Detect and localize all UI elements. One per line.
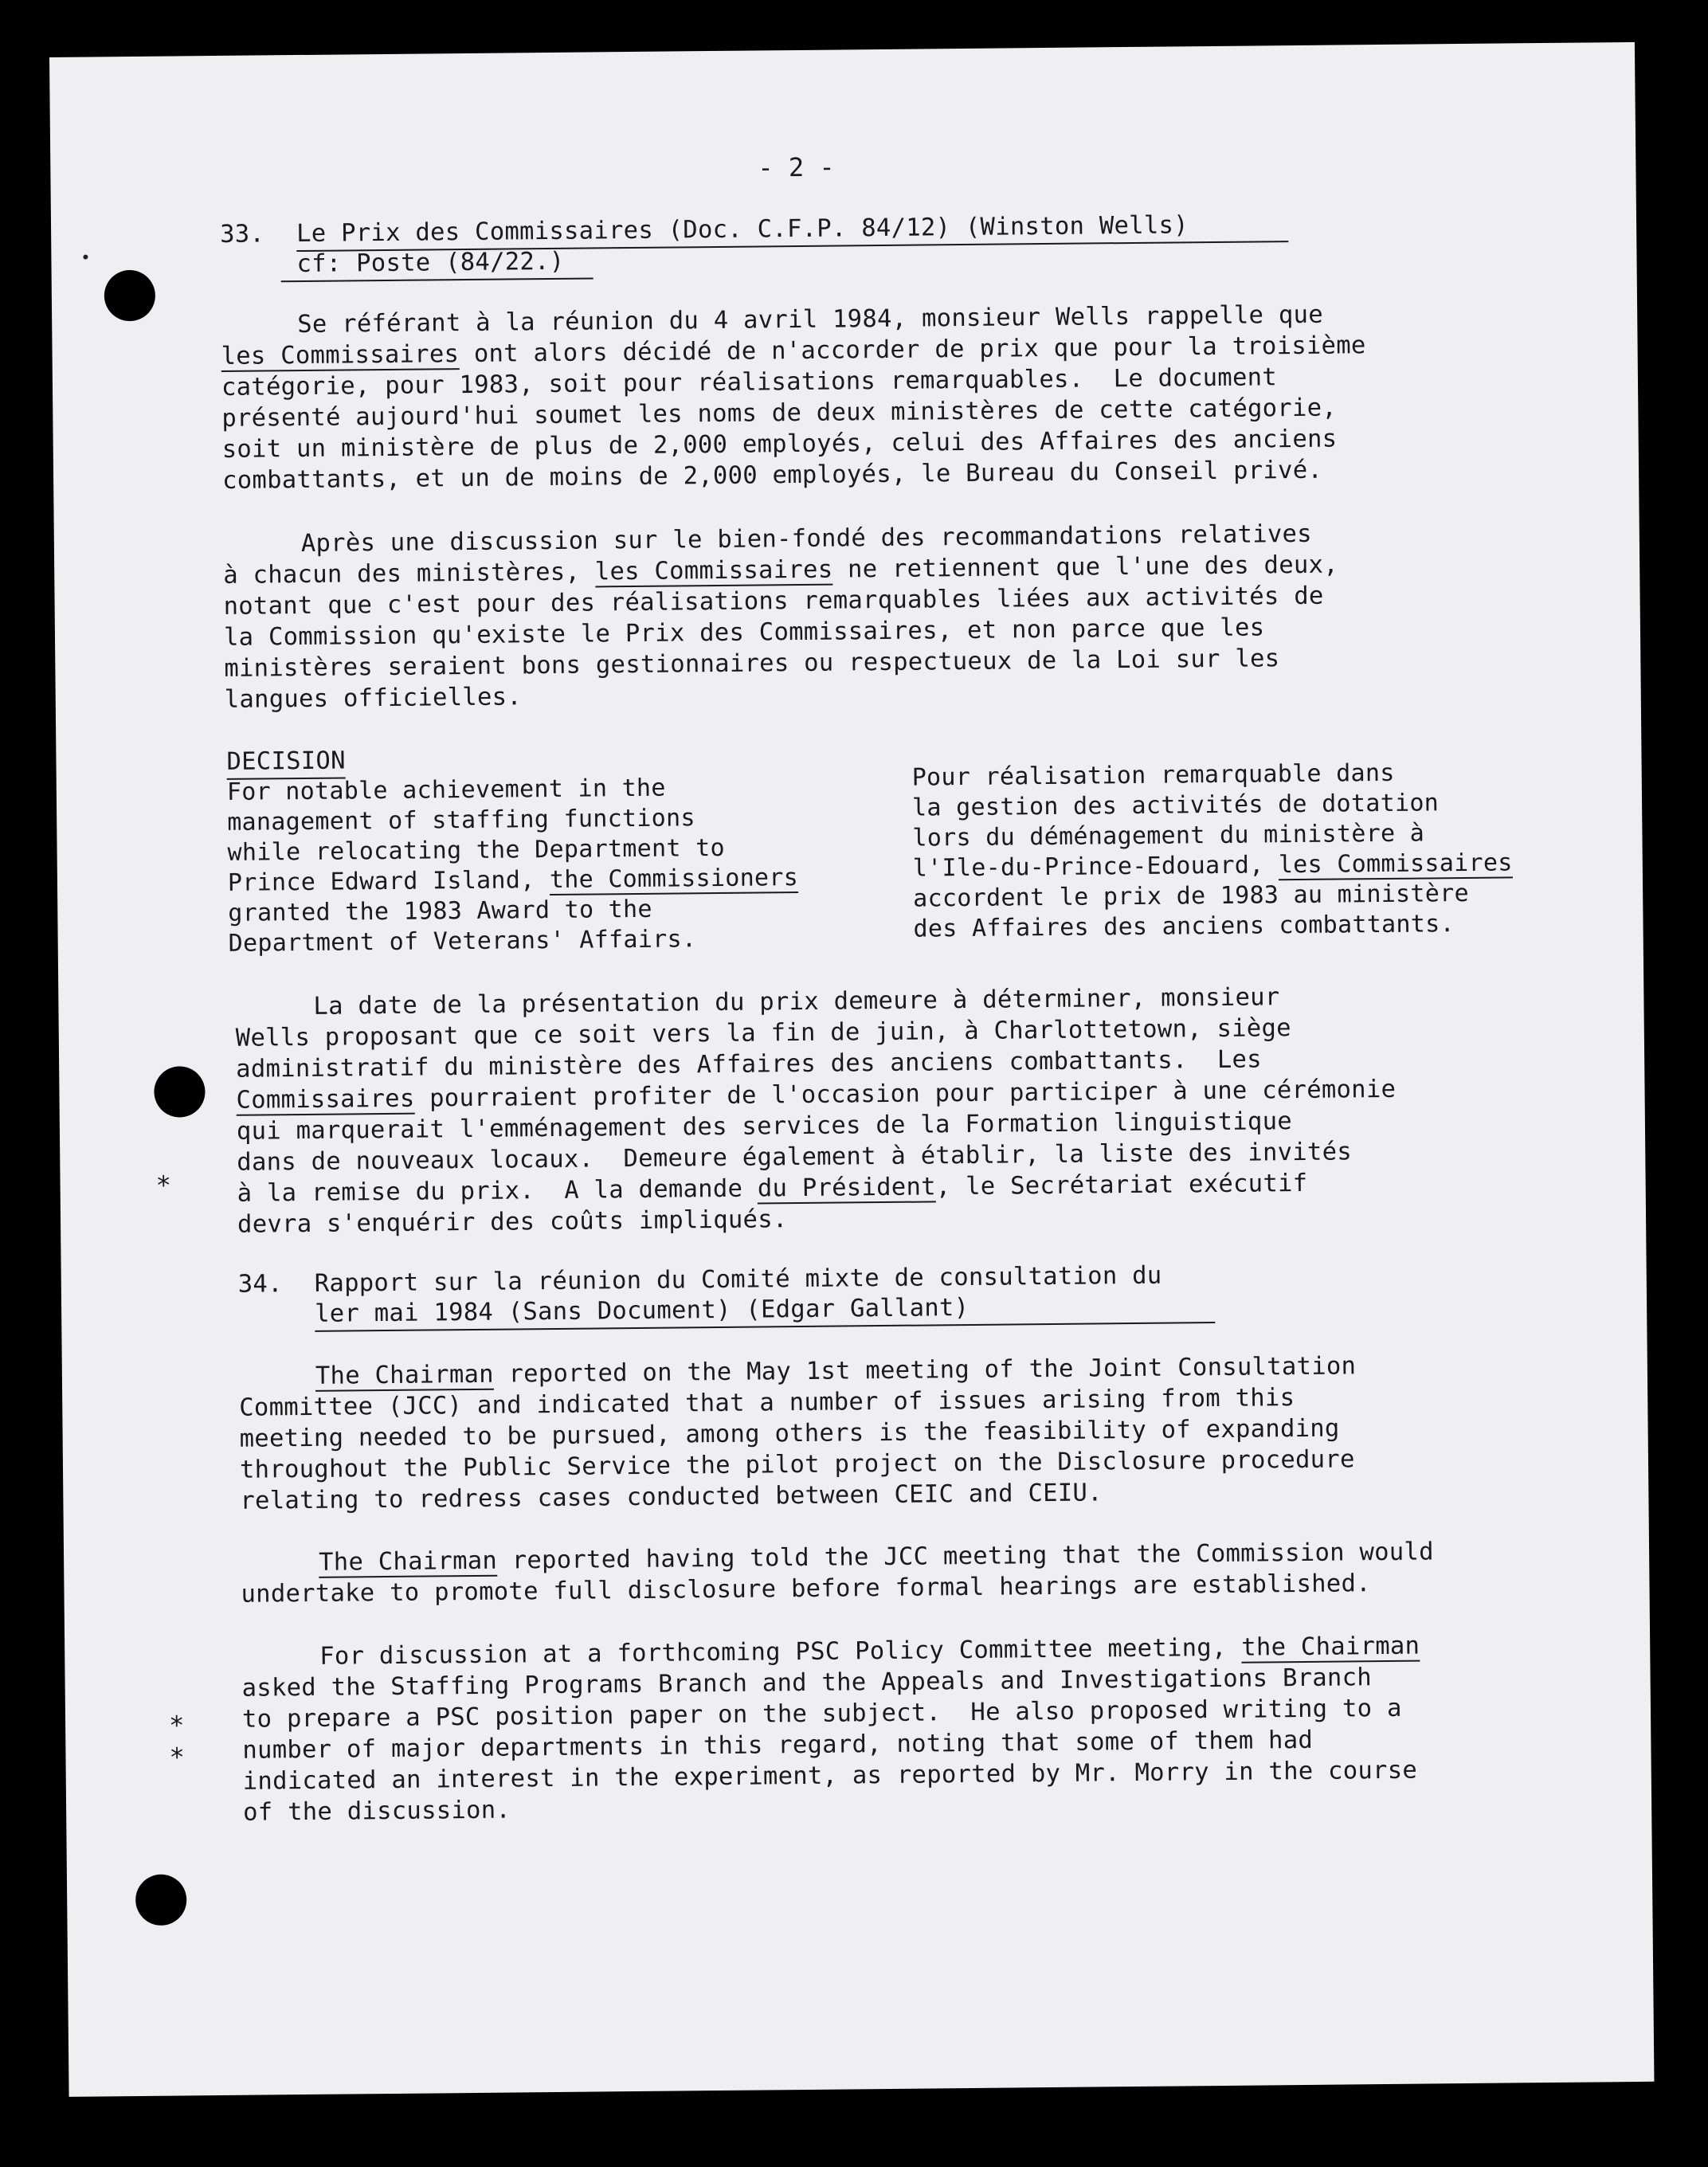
paragraph-line: ministères seraient bons gestionnaires ou respectueux de la Loi sur les [224, 645, 1280, 683]
decision-line: For notable achievement in the [226, 774, 666, 806]
text-run: reported having told the JCC meeting that the Commission would [496, 1538, 1434, 1575]
paragraph-line: number of major departments in this regard, noting that some of them had [242, 1726, 1314, 1765]
item-title-line2: cf: Poste (84/22.) [280, 246, 593, 281]
text-run: l'Ile-du-Prince-Edouard, [912, 851, 1279, 883]
text-run: Prince Edward Island, [227, 866, 550, 897]
ink-dot [83, 255, 88, 260]
item-title-line2: ler mai 1984 (Sans Document) (Edgar Gallant) [315, 1291, 1215, 1331]
item-number: 34. [237, 1270, 283, 1299]
decision-line: lors du déménagement du ministère à [912, 819, 1425, 852]
paragraph-line: notant que c'est pour des réalisations remarquables liées aux activités de [223, 582, 1324, 621]
paragraph-line: Wells proposant que ce soit vers la fin de juin, à Charlottetown, siège [235, 1014, 1291, 1052]
decision-line: while relocating the Department to [227, 833, 726, 867]
decision-line: des Affaires des anciens combattants. [913, 910, 1455, 943]
decision-line: management of staffing functions [227, 804, 695, 837]
page-number: - 2 - [758, 151, 835, 183]
decision-line: Pour réalisation remarquable dans [911, 758, 1395, 792]
punch-hole [104, 270, 156, 322]
punch-hole [154, 1066, 206, 1118]
text-run: à la remise du prix. A la demande [237, 1174, 758, 1208]
text-run: , le Secrétariat exécutif [935, 1169, 1308, 1201]
text-run: ont alors décidé de n'accorder de prix que pour la troisième [459, 331, 1366, 369]
paragraph-line: langues officielles. [224, 683, 523, 714]
paragraph-line: relating to redress cases conducted between CEIC and CEIU. [240, 1479, 1103, 1515]
underlined-term: the Chairman [1241, 1632, 1420, 1662]
decision-line: Department of Veterans' Affairs. [228, 925, 697, 958]
text-run: pourraient profiter de l'occasion pour participer à une cérémonie [414, 1075, 1397, 1113]
text-run: For discussion at a forthcoming PSC Policy Committee meeting, [319, 1633, 1242, 1671]
paragraph-line: of the discussion. [242, 1796, 511, 1827]
decision-line [228, 863, 798, 899]
decision-heading: DECISION [226, 746, 346, 779]
margin-asterisk: * [155, 1170, 172, 1201]
paragraph-line: présenté aujourd'hui soumet les noms de deux ministères de cette catégorie, [221, 394, 1338, 433]
paragraph-line: undertake to promote full disclosure before formal hearings are established. [241, 1569, 1371, 1609]
underlined-term: the Commissioners [549, 864, 799, 895]
paragraph-line: Committee (JCC) and indicated that a number of issues arising from this [239, 1384, 1295, 1422]
underlined-term: les Commissaires [594, 555, 833, 586]
text-run: reported on the May 1st meeting of the Joint Consultation [493, 1352, 1357, 1389]
item-title: Le Prix des Commissaires (Doc. C.F.P. 84/12) (Winston Wells) [296, 210, 1288, 251]
decision-line: granted the 1983 Award to the [228, 895, 652, 927]
margin-asterisk: * [168, 1710, 185, 1741]
paragraph-line: Se référant à la réunion du 4 avril 1984, monsieur Wells rappelle que [297, 300, 1324, 339]
underlined-term: The Chairman [318, 1546, 498, 1577]
item-title: Rapport sur la réunion du Comité mixte de consultation du [314, 1261, 1162, 1298]
paragraph-line: catégorie, pour 1983, soit pour réalisations remarquables. Le document [221, 363, 1278, 402]
paragraph-line: soit un ministère de plus de 2,000 employés, celui des Affaires des anciens [221, 425, 1338, 464]
paragraph-line: asked the Staffing Programs Branch and the Appeals and Investigations Branch [241, 1663, 1373, 1703]
paragraph-line: meeting needed to be pursued, among others is the feasibility of expanding [239, 1414, 1340, 1453]
paragraph-line: Après une discussion sur le bien-fondé des recommandations relatives [300, 519, 1313, 558]
paragraph-line: combattants, et un de moins de 2,000 employés, le Bureau du Conseil privé. [221, 456, 1323, 495]
decision-line: accordent le prix de 1983 au ministère [913, 879, 1470, 913]
paragraph-line: administratif du ministère des Affaires des anciens combattants. Les [236, 1045, 1263, 1084]
underlined-term: Commissaires [236, 1084, 415, 1115]
paragraph-line: devra s'enquérir des coûts impliqués. [237, 1205, 788, 1239]
text-run: ne retiennent que l'une des deux, [832, 551, 1339, 584]
paragraph-line: to prepare a PSC position paper on the subject. He also proposed writing to a [241, 1694, 1402, 1734]
decision-line: la gestion des activités de dotation [911, 789, 1440, 822]
item-number: 33. [219, 220, 265, 249]
paragraph-line: La date de la présentation du prix demeure à déterminer, monsieur [313, 983, 1280, 1021]
paragraph-line: throughout the Public Service the pilot project on the Disclosure procedure [239, 1445, 1355, 1484]
underlined-term: les Commissaires [1278, 848, 1513, 880]
underlined-term: les Commissaires [221, 340, 460, 370]
underlined-term: The Chairman [315, 1360, 495, 1390]
underlined-term: du Président [757, 1173, 936, 1203]
paragraph-line: indicated an interest in the experiment, as reported by Mr. Morry in the course [242, 1756, 1418, 1796]
paragraph-line: la Commission qu'existe le Prix des Commissaires, et non parce que les [223, 613, 1265, 652]
margin-asterisk: * [169, 1742, 185, 1773]
paragraph-line: qui marquerait l'emménagement des services de la Formation linguistique [236, 1107, 1293, 1146]
punch-hole [135, 1874, 187, 1926]
paragraph-line: dans de nouveaux locaux. Demeure également à établir, la liste des invités [237, 1138, 1353, 1177]
text-run: à chacun des ministères, [223, 558, 595, 590]
document-page [49, 42, 1654, 2097]
